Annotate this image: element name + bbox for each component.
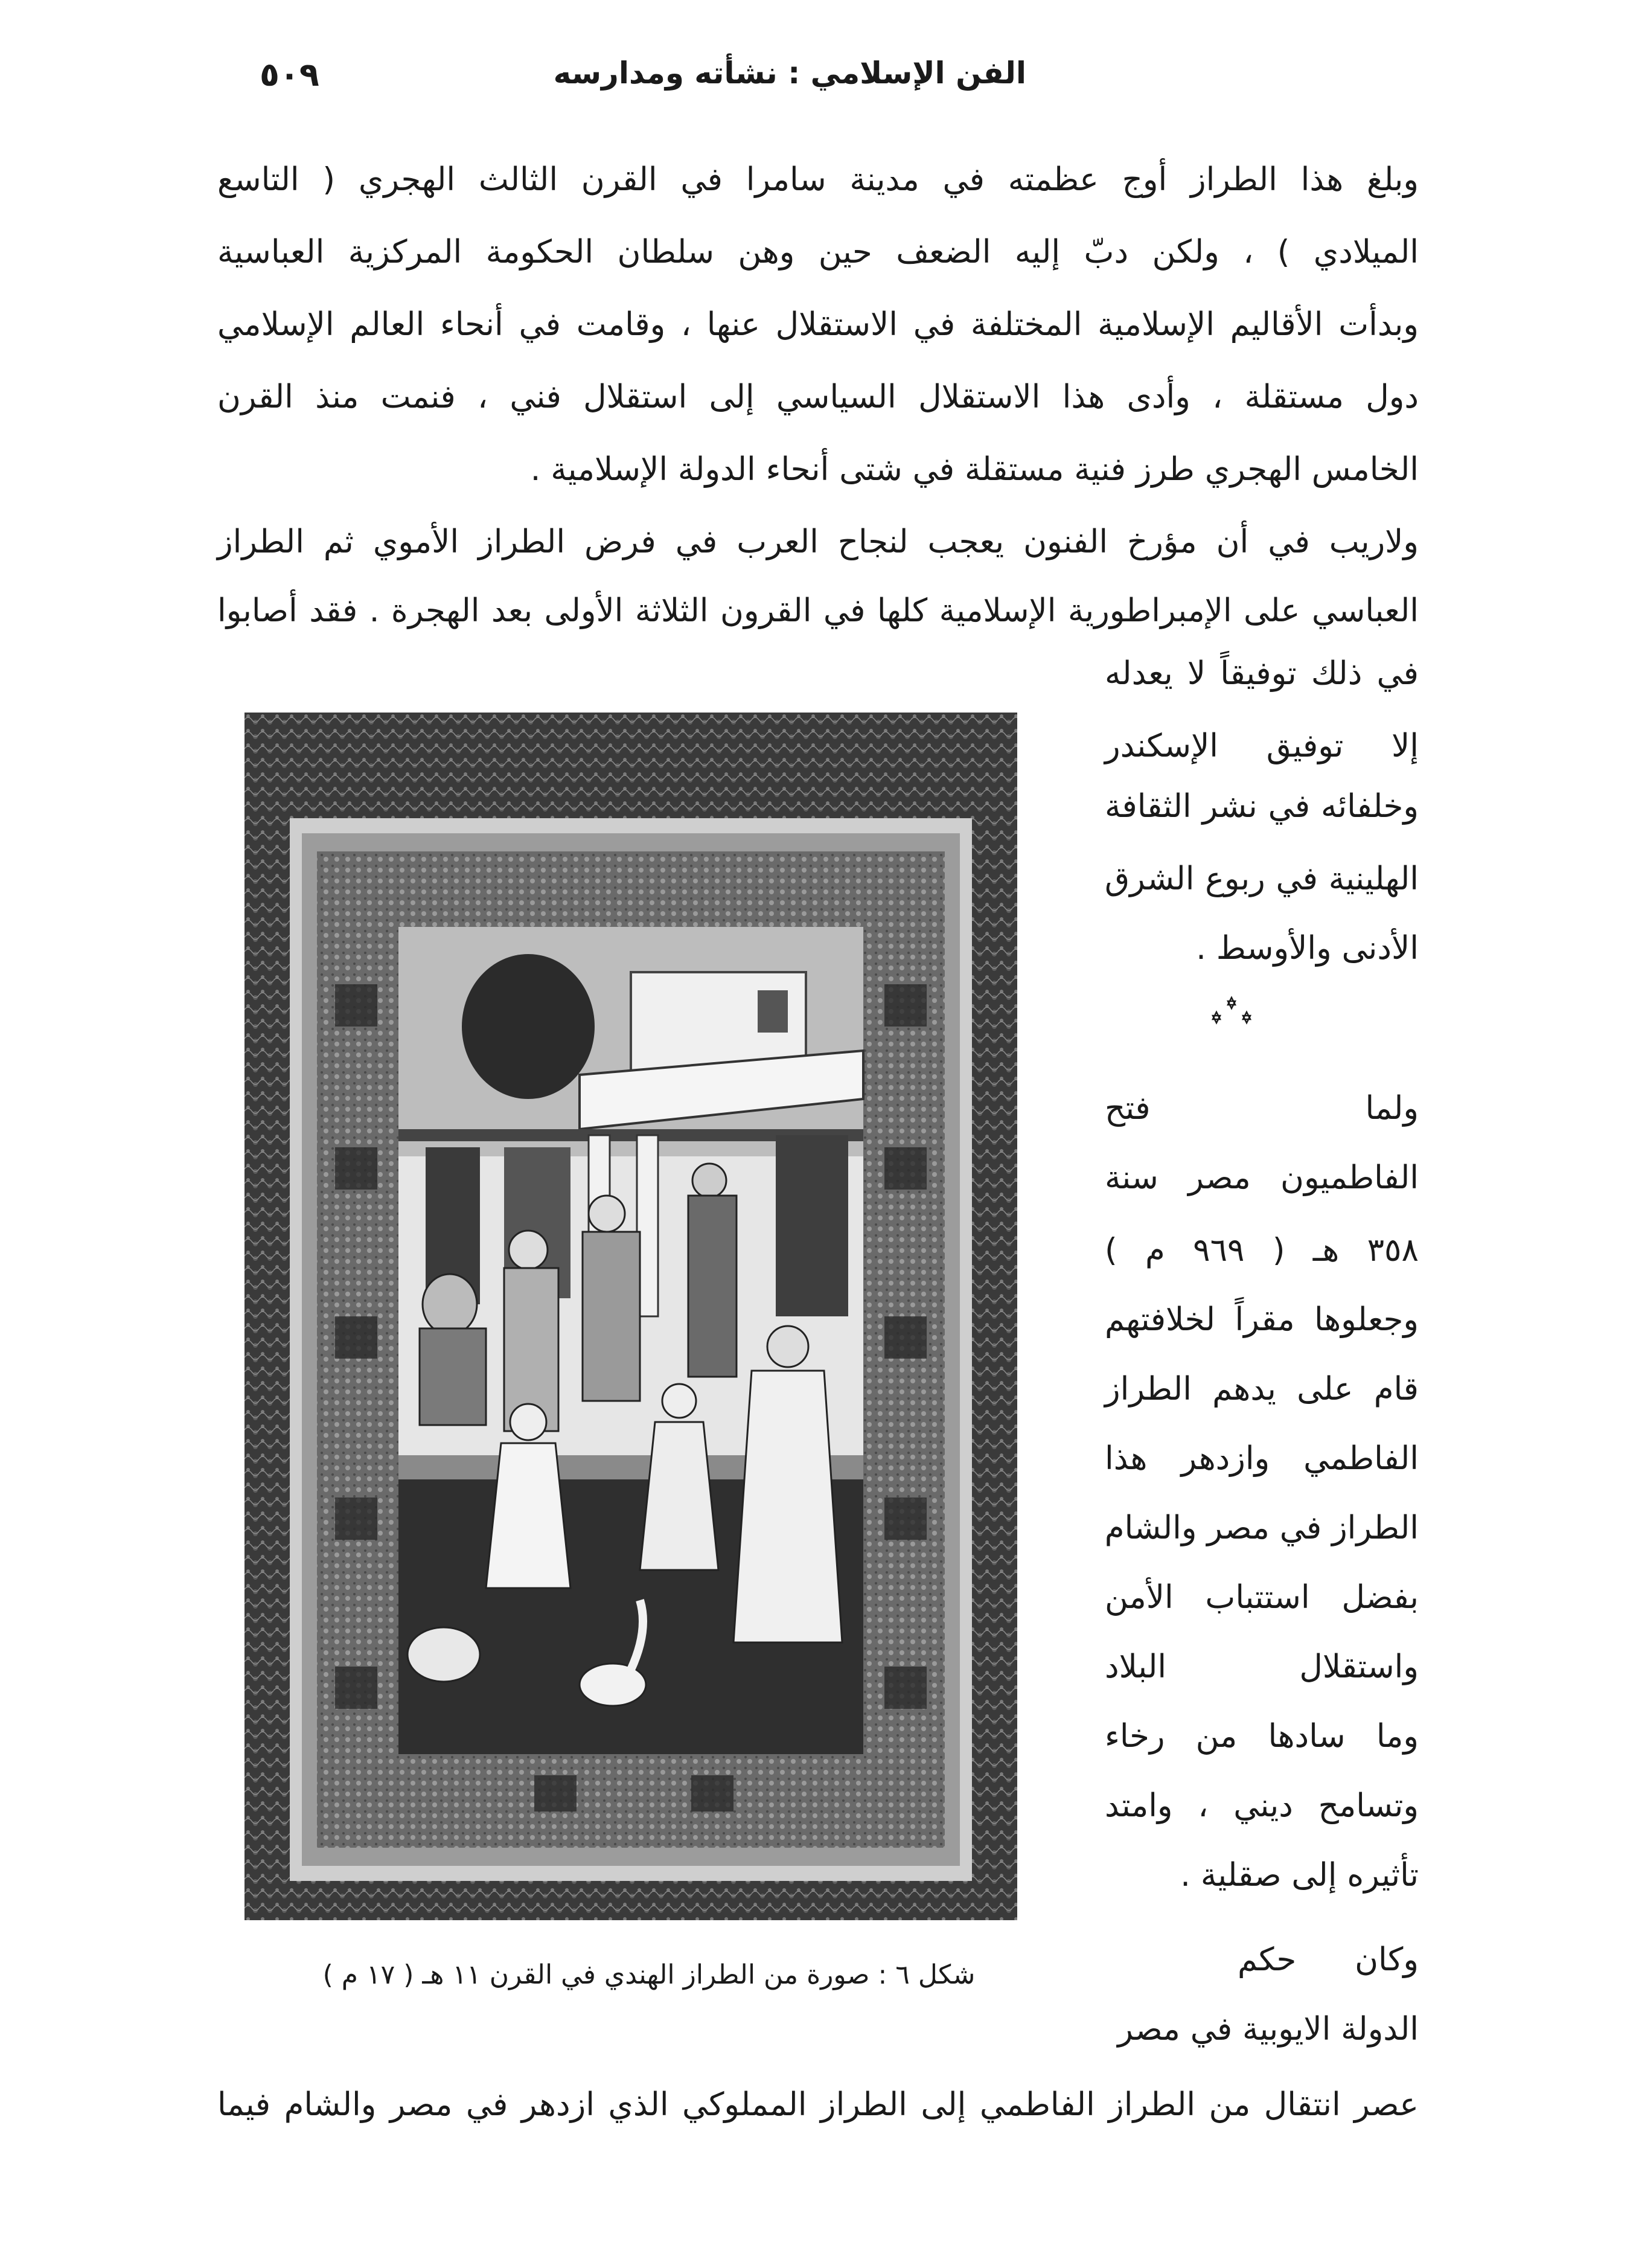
paragraph-2-line: ولاريب في أن مؤرخ الفنون يعجب لنجاح العرب في فرض الطراز الأموي ثم الطراز	[217, 524, 1419, 560]
paragraph-3-line: وتسامح ديني ، وامتد	[1105, 1787, 1419, 1824]
paragraph-3-line: تأثيره إلى صقلية .	[1180, 1857, 1419, 1894]
paragraph-3-line: وما سادها من رخاء	[1105, 1718, 1419, 1755]
paragraph-4-line: عصر انتقال من الطراز الفاطمي إلى الطراز المملوكي الذي ازدهر في مصر والشام فيما	[217, 2086, 1419, 2123]
figure-caption: شكل ٦ : صورة من الطراز الهندي في القرن ١١ هـ ( ١٧ م )	[322, 1959, 976, 1990]
paragraph-3-line: الفاطمي وازدهر هذا	[1105, 1440, 1419, 1477]
paragraph-1-line: وبدأت الأقاليم الإسلامية المختلفة في الاستقلال عنها ، وقامت في أنحاء العالم الإسلامي	[217, 306, 1419, 343]
paragraph-1-line: الميلادي ) ، ولكن دبّ إليه الضعف حين وهن سلطان الحكومة المركزية العباسية	[217, 234, 1419, 271]
paragraph-3-line: ولما فتح	[1105, 1090, 1419, 1127]
paragraph-4-line: وكان حكم	[1238, 1941, 1419, 1978]
header-title: الفن الإسلامي : نشأته ومدارسه	[553, 56, 1026, 91]
paragraph-3-line: قام على يدهم الطراز	[1105, 1371, 1419, 1408]
running-header	[260, 56, 1026, 104]
page-number: ٥٠٩	[260, 56, 319, 94]
paragraph-2-line: في ذلك توفيقاً لا يعدله	[1105, 655, 1419, 692]
paragraph-3-line: بفضل استتباب الأمن	[1105, 1579, 1419, 1616]
star-ornament-icon	[1204, 995, 1259, 1031]
mughal-miniature-icon	[244, 713, 1017, 1920]
paragraph-2-line: العباسي على الإمبراطورية الإسلامية كلها في القرون الثلاثة الأولى بعد الهجرة . فقد أصابوا	[217, 592, 1419, 629]
paragraph-3-line: ٣٥٨ هـ ( ٩٦٩ م )	[1105, 1232, 1419, 1269]
section-ornament-icon	[1204, 995, 1259, 1031]
side-column-line: وخلفائه في نشر الثقافة	[1105, 788, 1419, 825]
paragraph-3-line: واستقلال البلاد	[1105, 1648, 1419, 1685]
side-column-line: إلا توفيق الإسكندر	[1105, 728, 1419, 764]
paragraph-4-line: الدولة الايوبية في مصر	[1117, 2011, 1419, 2048]
side-column-line: الأدنى والأوسط .	[1196, 930, 1419, 967]
side-column-line: الهلينية في ربوع الشرق	[1105, 860, 1419, 897]
paragraph-3-line: الفاطميون مصر سنة	[1105, 1159, 1419, 1196]
paragraph-1-line: دول مستقلة ، وأدى هذا الاستقلال السياسي إلى استقلال فني ، فنمت منذ القرن	[217, 379, 1419, 415]
paragraph-3-line: الطراز في مصر والشام	[1104, 1510, 1419, 1546]
paragraph-1-line: وبلغ هذا الطراز أوج عظمته في مدينة سامرا في القرن الثالث الهجري ( التاسع	[217, 161, 1419, 198]
figure-miniature-painting	[244, 713, 1017, 1920]
paragraph-1-line: الخامس الهجري طرز فنية مستقلة في شتى أنحاء الدولة الإسلامية .	[530, 451, 1419, 488]
paragraph-3-line: وجعلوها مقراً لخلافتهم	[1105, 1301, 1419, 1338]
